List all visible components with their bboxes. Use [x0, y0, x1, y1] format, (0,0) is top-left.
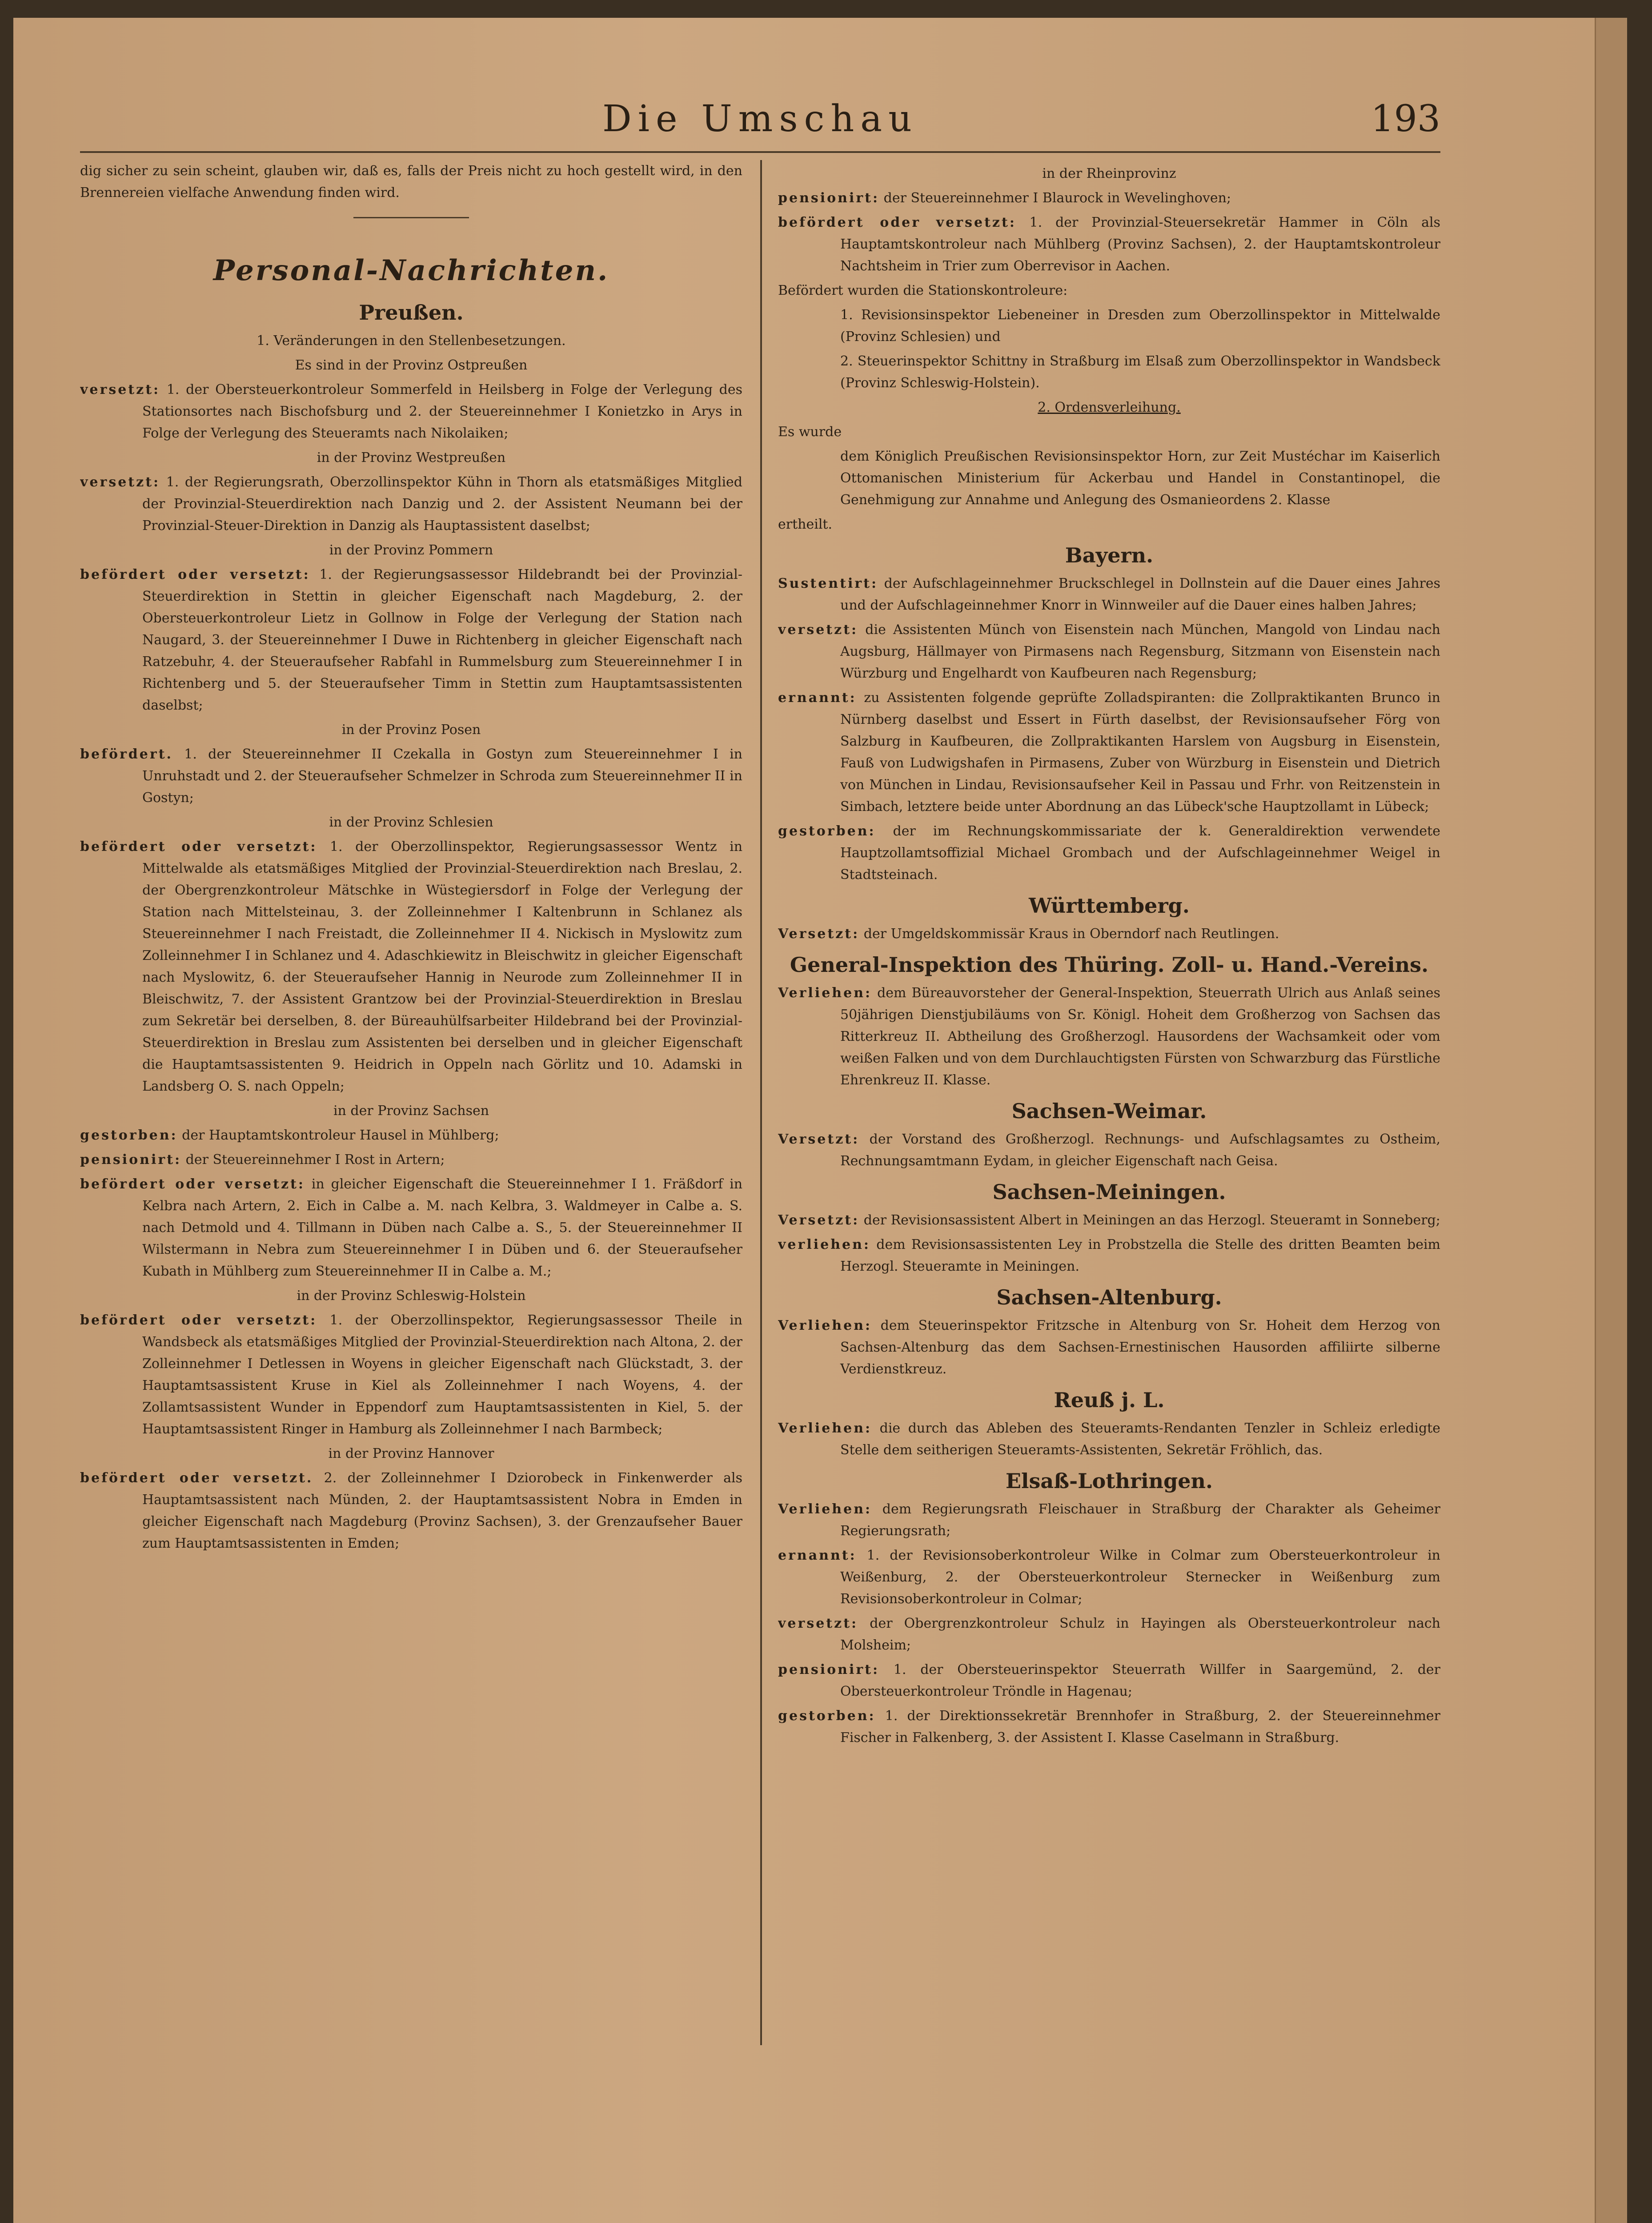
entry-text: 1. der Direktionssekretär Brennhofer in Straßburg, 2. der Steuereinnehmer Fischer in Falkenberg, 3. der Assistent I. Klasse Caselmann in Straßburg. — [840, 1708, 1440, 1745]
entry-keyword: ernannt: — [778, 690, 857, 706]
province-heading: in der Provinz Westpreußen — [317, 450, 506, 465]
newspaper-page — [13, 18, 1627, 2223]
list-item — [778, 1545, 1440, 1610]
entry-text: der Steuereinnehmer I Rost in Artern; — [181, 1152, 445, 1168]
intro-paragraph: dig sicher zu sein scheint, glauben wir, daß es, falls der Preis nicht zu hoch gestellt wird, in den Brennereien vielfache Anwendung finden wird. — [80, 163, 742, 201]
entry-keyword: befördert. — [80, 746, 173, 762]
entry-text: zu Assistenten folgende geprüfte Zolladspiranten: die Zollpraktikanten Brunco in Nürnberg daselbst und Essert in Fürth daselbst, der Revisionsaufseher Förg von Salzburg in Kaufbeuren, die Zollpraktikanten Harslem von Augsburg in Eisenstein, Fauß von Ludwigshafen in Pirmasens, Zuber von Würzburg in Eisenstein und Dietrich von München in Lindau, Revisionsaufseher Keil in Passau und Frhr. von Reitzenstein in Simbach, letztere beide unter Abordnung an das Lübeck'sche Hauptzollamt in Lübeck; — [840, 690, 1440, 815]
list-item: 1. Revisionsinspektor Liebeneiner in Dresden zum Oberzollinspektor in Mittelwalde (Provinz Schlesien) und — [840, 307, 1440, 345]
entry-text: 1. der Oberzollinspektor, Regierungsassessor Wentz in Mittelwalde als etatsmäßiges Mitglied der Provinzial-Steuerdirektion nach Breslau, 2. der Obergrenzkontroleur Mätschke in Wüstegiersdorf in Folge der Verlegung der Station nach Mittelsteinau, 3. der Zolleinnehmer I Kaltenbrunn in Schlanez als Steuereinnehmer I nach Freistadt, die Zolleinnehmer II 4. Nickisch in Myslowitz zum Zolleinnehmer I in Schlanez und 4. Adaschkiewitz in Bleischwitz in gleicher Eigenschaft nach Myslowitz, 6. der Steueraufseher Hannig in Neurode zum Zolleinnehmer II in Bleischwitz, 7. der Assistent Grantzow bei der Provinzial-Steuerdirektion in Breslau zum Sekretär bei derselben, 8. der Büreauhülfsarbeiter Hildebrand bei der Provinzial-Steuerdirektion in Breslau zum Assistenten bei derselben und in gleicher Eigenschaft die Hauptamtsassistenten 9. Heidrich in Oppeln nach Görlitz und 10. Adamski in Landsberg O. S. nach Oppeln; — [142, 839, 742, 1094]
state-heading: Sachsen-Altenburg. — [996, 1285, 1222, 1309]
list-item — [778, 212, 1440, 277]
list-item — [778, 1209, 1440, 1231]
list-item — [80, 1173, 742, 1282]
list-item — [778, 1498, 1440, 1542]
province-heading: in der Rheinprovinz — [1042, 166, 1176, 181]
paragraph: Es wurde — [778, 424, 842, 440]
right-column — [778, 160, 1440, 2058]
entry-keyword: befördert oder versetzt: — [80, 1312, 317, 1328]
list-item — [778, 619, 1440, 684]
entry-keyword: gestorben: — [778, 823, 876, 839]
section-heading: Personal-Nachrichten. — [213, 254, 609, 287]
entry-text: 2. der Zolleinnehmer I Dziorobeck in Finkenwerder als Hauptamtsassistent nach Münden, 2. der Hauptamtsassistent Nobra in Emden in gleicher Eigenschaft nach Magdeburg (Provinz Sachsen), 3. der Grenzaufseher Bauer zum Hauptamtsassistenten in Emden; — [142, 1470, 742, 1551]
state-heading: Sachsen-Meiningen. — [992, 1180, 1226, 1204]
list-item — [778, 820, 1440, 886]
page-edge — [1595, 18, 1627, 2223]
entry-keyword: verliehen: — [778, 1237, 870, 1252]
entry-text: 1. der Obersteuerinspektor Steuerrath Willfer in Saargemünd, 2. der Obersteuerkontroleur Tröndle in Hagenau; — [840, 1662, 1440, 1699]
paragraph: ertheilt. — [778, 517, 833, 532]
entry-text: der Aufschlageinnehmer Bruckschlegel in Dollnstein auf die Dauer eines Jahres und der Aufschlageinnehmer Knorr in Winnweiler auf die Dauer eines halben Jahres; — [840, 576, 1440, 613]
list-item — [80, 743, 742, 809]
state-heading: Württemberg. — [1029, 894, 1190, 918]
list-item — [778, 187, 1440, 209]
entry-text: 1. der Obersteuerkontroleur Sommerfeld in Heilsberg in Folge der Verlegung des Stationsortes nach Bischofsburg und 2. der Steuereinnehmer I Konietzko in Arys in Folge der Verlegung des Steueramts nach Nikolaiken; — [142, 382, 742, 441]
paragraph: Befördert wurden die Stationskontroleure: — [778, 283, 1068, 298]
list-item — [778, 1128, 1440, 1172]
state-heading: Reuß j. L. — [1054, 1388, 1165, 1412]
entry-text: der Umgeldskommissär Kraus in Oberndorf nach Reutlingen. — [859, 926, 1279, 942]
list-item — [778, 1659, 1440, 1702]
entry-keyword: Versetzt: — [778, 926, 860, 942]
entry-text: der Obergrenzkontroleur Schulz in Hayingen als Obersteuerkontroleur nach Molsheim; — [840, 1616, 1440, 1653]
state-heading: Preußen. — [359, 301, 464, 325]
entry-keyword: gestorben: — [778, 1708, 876, 1724]
divider — [353, 217, 469, 218]
entry-text: dem Revisionsassistenten Ley in Probstzella die Stelle des dritten Beamten beim Herzogl. Steueramte in Meiningen. — [840, 1237, 1440, 1274]
entry-keyword: versetzt: — [80, 474, 160, 490]
list-item — [80, 1149, 742, 1171]
state-heading: Bayern. — [1065, 543, 1154, 567]
province-heading: in der Provinz Posen — [341, 722, 481, 738]
entry-text: der Revisionsassistent Albert in Meiningen an das Herzogl. Steueramt in Sonneberg; — [859, 1212, 1440, 1228]
entry-keyword: ernannt: — [778, 1548, 857, 1563]
entry-text: 1. der Provinzial-Steuersekretär Hammer in Cöln als Hauptamtskontroleur nach Mühlberg (Provinz Sachsen), 2. der Hauptamtskontroleur Nachtsheim in Trier zum Oberrevisor in Aachen. — [840, 215, 1440, 274]
entry-keyword: pensionirt: — [778, 1662, 880, 1677]
list-item — [778, 573, 1440, 616]
subheading: 2. Ordensverleihung. — [1038, 400, 1181, 415]
page-title: Die Umschau — [602, 98, 918, 140]
list-item — [80, 471, 742, 537]
entry-keyword: versetzt: — [778, 1616, 858, 1631]
page-number: 193 — [1371, 98, 1440, 140]
entry-text: 1. der Revisionsoberkontroleur Wilke in Colmar zum Obersteuerkontroleur in Weißenburg, 2. der Obersteuerkontroleur Sternecker in Weißenburg zum Revisionsoberkontroleur in Colmar; — [840, 1548, 1440, 1607]
entry-keyword: befördert oder versetzt: — [80, 839, 317, 855]
list-item — [778, 923, 1440, 945]
list-item — [80, 1467, 742, 1554]
entry-keyword: befördert oder versetzt: — [80, 567, 310, 582]
province-heading: in der Provinz Schlesien — [329, 815, 493, 830]
entry-keyword: Versetzt: — [778, 1132, 860, 1147]
list-item — [80, 379, 742, 444]
list-item — [778, 1613, 1440, 1656]
entry-keyword: Verliehen: — [778, 1501, 872, 1517]
entry-text: dem Steuerinspektor Fritzsche in Altenburg von Sr. Hoheit dem Herzog von Sachsen-Altenburg das dem Sachsen-Ernestinischen Hausorden affiliirte silberne Verdienstkreuz. — [840, 1318, 1440, 1377]
entry-text: der Steuereinnehmer I Blaurock in Wevelinghoven; — [879, 190, 1231, 206]
state-heading: General-Inspektion des Thüring. Zoll- u. Hand.-Vereins. — [790, 953, 1429, 977]
list-item — [778, 1705, 1440, 1749]
page-header — [80, 84, 1440, 153]
list-item — [778, 982, 1440, 1091]
list-item — [778, 687, 1440, 818]
entry-text: 1. der Steuereinnehmer II Czekalla in Gostyn zum Steuereinnehmer I in Unruhstadt und 2. der Steueraufseher Schmelzer in Schroda zum Steuereinnehmer II in Gostyn; — [142, 746, 742, 806]
paragraph: dem Königlich Preußischen Revisionsinspektor Horn, zur Zeit Mustéchar im Kaiserlich Ottomanischen Ministerium für Ackerbau und Handel in Constantinopel, die Genehmigung zur Annahme und Anlegung des Osmanieordens 2. Klasse — [840, 449, 1440, 508]
province-heading: Es sind in der Provinz Ostpreußen — [295, 357, 528, 373]
province-heading: in der Provinz Schleswig-Holstein — [297, 1288, 526, 1304]
list-item — [778, 1234, 1440, 1277]
entry-text: dem Büreauvorsteher der General-Inspektion, Steuerrath Ulrich aus Anlaß seines 50jährigen Dienstjubiläums von Sr. Königl. Hoheit dem Großherzog von Sachsen das Ritterkreuz II. Abtheilung des Großherzogl. Hausordens der Wachsamkeit oder vom weißen Falken und von dem Durchlauchtigsten Fürsten von Schwarzburg das Fürstliche Ehrenkreuz II. Klasse. — [840, 985, 1440, 1088]
entry-keyword: befördert oder versetzt: — [80, 1176, 305, 1192]
list-item — [778, 1315, 1440, 1380]
entry-keyword: Verliehen: — [778, 1318, 872, 1333]
list-item — [80, 836, 742, 1097]
entry-keyword: befördert oder versetzt. — [80, 1470, 313, 1486]
entry-text: der im Rechnungskommissariate der k. Generaldirektion verwendete Hauptzollamtsoffizial Michael Grombach und der Aufschlageinnehmer Weigel in Stadtsteinach. — [840, 823, 1440, 883]
entry-keyword: Verliehen: — [778, 1420, 872, 1436]
entry-text: die Assistenten Münch von Eisenstein nach München, Mangold von Lindau nach Augsburg, Hällmayer von Pirmasens nach Regensburg, Sitzmann von Eisenstein nach Würzburg und Engelhardt von Kaufbeuren nach Regensburg; — [840, 622, 1440, 681]
province-heading: in der Provinz Pommern — [329, 542, 493, 558]
entry-text: der Vorstand des Großherzogl. Rechnungs- und Aufschlagsamtes zu Ostheim, Rechnungsamtmann Eydam, in gleicher Eigenschaft nach Geisa. — [840, 1132, 1440, 1169]
entry-text: 1. der Oberzollinspektor, Regierungsassessor Theile in Wandsbeck als etatsmäßiges Mitglied der Provinzial-Steuerdirektion nach Altona, 2. der Zolleinnehmer I Detlessen in Woyens in gleicher Eigenschaft nach Glückstadt, 3. der Hauptamtsassistent Kruse in Kiel als Zolleinnehmer I nach Woyens, 4. der Zollamtsassistent Wunder in Eppendorf zum Hauptamtsassistenten in Kiel, 5. der Hauptamtsassistent Ringer in Hamburg als Zolleinnehmer I nach Barmbeck; — [142, 1312, 742, 1437]
list-item — [778, 1417, 1440, 1461]
left-column — [80, 160, 742, 2032]
entry-text: dem Regierungsrath Fleischauer in Straßburg der Charakter als Geheimer Regierungsrath; — [840, 1501, 1440, 1539]
state-heading: Sachsen-Weimar. — [1011, 1099, 1207, 1123]
entry-text: 1. der Regierungsassessor Hildebrandt bei der Provinzial-Steuerdirektion in Stettin in gleicher Eigenschaft nach Magdeburg, 2. der Obersteuerkontroleur Lietz in Gollnow in Folge der Verlegung der Station nach Naugard, 3. der Steuereinnehmer I Duwe in Richtenberg in gleicher Eigenschaft nach Ratzebuhr, 4. der Steueraufseher Rabfahl in Rummelsburg zum Steuereinnehmer I in Richtenberg und 5. der Steueraufseher Timm in Stettin zum Hauptamtsassistenten daselbst; — [142, 567, 742, 713]
entry-text: der Hauptamtskontroleur Hausel in Mühlberg; — [177, 1128, 499, 1143]
entry-text: die durch das Ableben des Steueramts-Rendanten Tenzler in Schleiz erledigte Stelle dem seitherigen Steueramts-Assistenten, Sekretär Fröhlich, das. — [840, 1420, 1440, 1458]
entry-text: in gleicher Eigenschaft die Steuereinnehmer I 1. Fräßdorf in Kelbra nach Artern, 2. Eich in Calbe a. M. nach Kelbra, 3. Waldmeyer in Calbe a. S. nach Detmold und 4. Tillmann in Düben nach Calbe a. S., 5. der Steuereinnehmer II Wilstermann in Nebra zum Steuereinnehmer I in Düben und 6. der Steueraufseher Kubath in Mühlberg zum Steuereinnehmer II in Calbe a. M.; — [142, 1176, 742, 1279]
entry-keyword: Sustentirt: — [778, 576, 878, 591]
list-item — [80, 1309, 742, 1440]
list-item: 2. Steuerinspektor Schittny in Straßburg im Elsaß zum Oberzollinspektor in Wandsbeck (Provinz Schleswig-Holstein). — [840, 353, 1440, 391]
subheading: 1. Veränderungen in den Stellenbesetzungen. — [257, 333, 566, 349]
entry-keyword: pensionirt: — [778, 190, 880, 206]
list-item — [80, 564, 742, 716]
list-item — [80, 1124, 742, 1146]
province-heading: in der Provinz Hannover — [328, 1446, 494, 1461]
entry-keyword: gestorben: — [80, 1128, 178, 1143]
state-heading: Elsaß-Lothringen. — [1005, 1469, 1213, 1493]
entry-keyword: befördert oder versetzt: — [778, 215, 1016, 230]
entry-keyword: pensionirt: — [80, 1152, 182, 1168]
entry-keyword: Versetzt: — [778, 1212, 860, 1228]
entry-text: 1. der Regierungsrath, Oberzollinspektor Kühn in Thorn als etatsmäßiges Mitglied der Provinzial-Steuerdirektion nach Danzig und 2. der Assistent Neumann bei der Provinzial-Steuer-Direktion in Danzig als Hauptassistent daselbst; — [142, 474, 742, 534]
column-divider — [760, 160, 762, 2045]
entry-keyword: versetzt: — [778, 622, 858, 638]
entry-keyword: versetzt: — [80, 382, 160, 397]
entry-keyword: Verliehen: — [778, 985, 872, 1001]
province-heading: in der Provinz Sachsen — [333, 1103, 489, 1119]
